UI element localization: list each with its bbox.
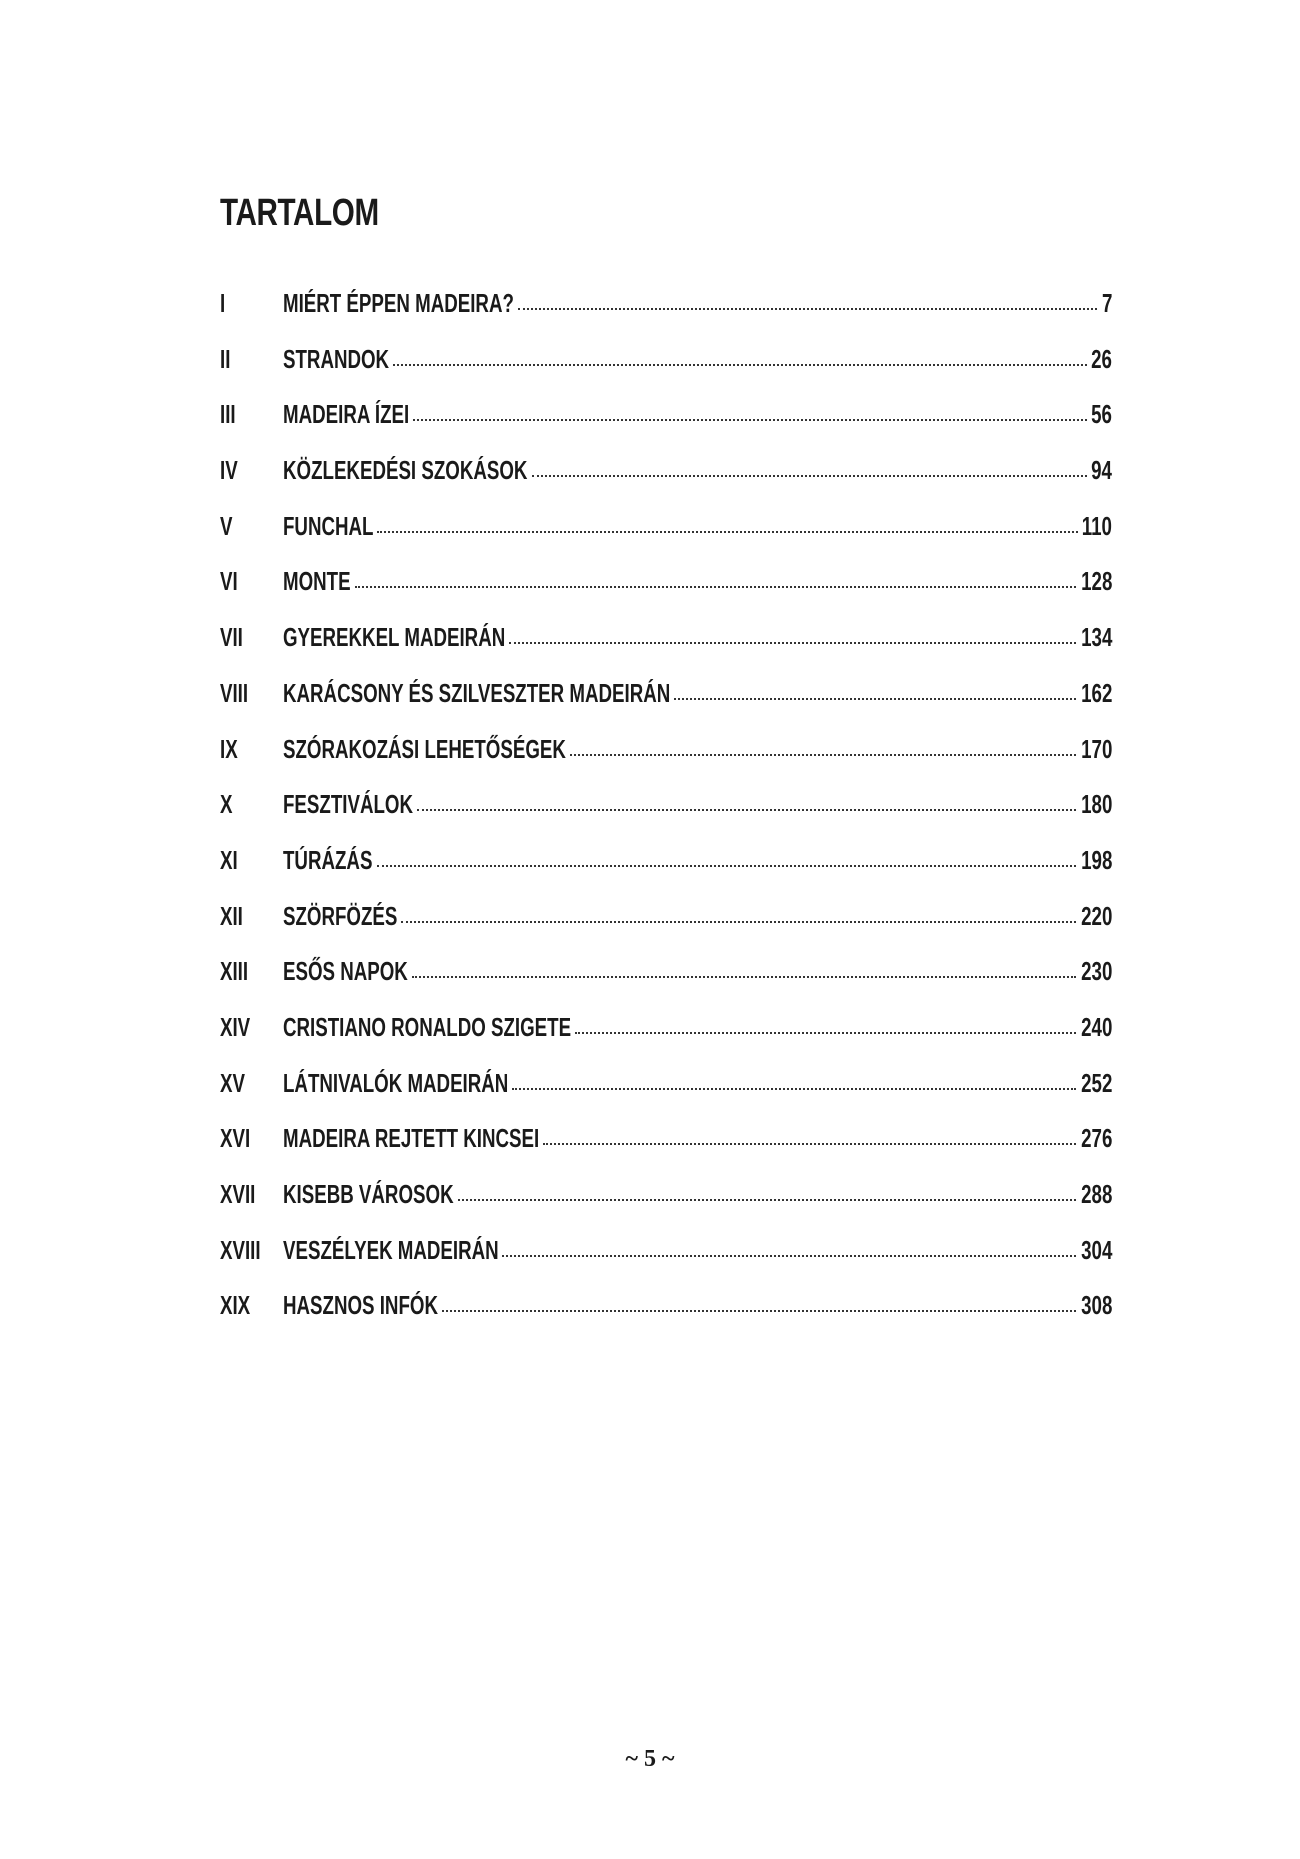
toc-entry-line: [283, 344, 1112, 375]
page-reference: 240: [1080, 1011, 1112, 1042]
toc-entry: [220, 511, 1112, 567]
toc-entry: [220, 956, 1112, 1012]
chapter-number: V: [220, 510, 233, 541]
chapter-title: MONTE: [283, 566, 351, 597]
chapter-number: VIII: [220, 677, 249, 708]
dot-leader: [518, 307, 1098, 310]
toc-entry-line: [283, 566, 1112, 597]
toc-entry-line: [283, 1290, 1112, 1321]
chapter-number: VI: [220, 566, 238, 597]
chapter-title: LÁTNIVALÓK MADEIRÁN: [283, 1067, 509, 1098]
dot-leader: [442, 1309, 1076, 1312]
toc-entry-line: [283, 622, 1112, 653]
toc-entry: [220, 734, 1112, 790]
dot-leader: [543, 1142, 1076, 1145]
toc-entry-line: [283, 678, 1112, 709]
page-reference: 26: [1091, 343, 1112, 374]
toc-entry: [220, 399, 1112, 455]
page-reference: 252: [1080, 1067, 1112, 1098]
page-number: ~ 5 ~: [625, 1746, 675, 1772]
chapter-title: CRISTIANO RONALDO SZIGETE: [283, 1011, 572, 1042]
toc-entry: [220, 344, 1112, 400]
chapter-title: FESZTIVÁLOK: [283, 789, 414, 820]
page-reference: 230: [1080, 956, 1112, 987]
toc-entry: [220, 1290, 1112, 1346]
toc-entry: [220, 1068, 1112, 1124]
toc-entry: [220, 1179, 1112, 1235]
dot-leader: [674, 697, 1076, 700]
chapter-title: MIÉRT ÉPPEN MADEIRA?: [283, 288, 514, 318]
dot-leader: [509, 641, 1076, 644]
dot-leader: [355, 585, 1077, 588]
chapter-title: MADEIRA REJTETT KINCSEI: [283, 1123, 540, 1154]
toc-entry: [220, 288, 1112, 344]
page-reference: 170: [1080, 733, 1112, 764]
chapter-title: MADEIRA ÍZEI: [283, 399, 410, 430]
page-reference: 276: [1080, 1123, 1112, 1154]
dot-leader: [458, 1198, 1077, 1201]
chapter-number: III: [220, 399, 236, 430]
chapter-title: KÖZLEKEDÉSI SZOKÁSOK: [283, 455, 528, 486]
toc-entry-line: [283, 734, 1112, 765]
page-reference: 288: [1080, 1179, 1112, 1209]
page-reference: 134: [1080, 622, 1112, 653]
page-reference: 7: [1101, 288, 1112, 318]
page-title: TARTALOM: [220, 192, 379, 234]
chapter-number: XI: [220, 844, 238, 875]
dot-leader: [417, 808, 1077, 811]
chapter-title: KARÁCSONY ÉS SZILVESZTER MADEIRÁN: [283, 677, 671, 708]
toc-entry: [220, 845, 1112, 901]
dot-leader: [575, 1031, 1076, 1034]
page-reference: 220: [1080, 900, 1112, 931]
page-reference: 308: [1080, 1290, 1112, 1321]
toc-entry-line: [283, 1012, 1112, 1043]
chapter-title: SZÓRAKOZÁSI LEHETŐSÉGEK: [283, 733, 566, 764]
dot-leader: [512, 1087, 1076, 1090]
page-reference: 180: [1080, 789, 1112, 820]
page-reference: 304: [1080, 1234, 1112, 1265]
toc-entry-line: [283, 399, 1112, 430]
chapter-title: ESŐS NAPOK: [283, 956, 408, 987]
dot-leader: [412, 975, 1076, 978]
chapter-number: XIII: [220, 956, 249, 987]
chapter-number: XII: [220, 900, 243, 931]
chapter-number: II: [220, 343, 231, 374]
dot-leader: [401, 920, 1076, 923]
page-reference: 110: [1081, 510, 1112, 541]
chapter-title: TÚRÁZÁS: [283, 844, 373, 875]
toc-entry-line: [283, 789, 1112, 820]
page-reference: 56: [1091, 399, 1112, 430]
toc-entry: [220, 789, 1112, 845]
chapter-number: IV: [220, 455, 238, 486]
chapter-number: IX: [220, 733, 238, 764]
toc-entry-line: [283, 455, 1112, 486]
toc-entry-line: [283, 956, 1112, 987]
dot-leader: [393, 363, 1087, 366]
toc-entry-line: [283, 1123, 1112, 1154]
chapter-number: I: [220, 288, 226, 318]
toc-entry: [220, 1235, 1112, 1291]
chapter-number: XIV: [220, 1011, 251, 1042]
toc-entry-line: [283, 1068, 1112, 1099]
toc-entry: [220, 1012, 1112, 1068]
chapter-number: X: [220, 789, 233, 820]
chapter-number: VII: [220, 622, 243, 653]
page-reference: 162: [1080, 677, 1112, 708]
chapter-title: KISEBB VÁROSOK: [283, 1179, 454, 1209]
toc-entry-line: [283, 901, 1112, 932]
toc-entry: [220, 622, 1112, 678]
chapter-title: VESZÉLYEK MADEIRÁN: [283, 1234, 499, 1265]
toc-entry: [220, 1123, 1112, 1179]
dot-leader: [377, 864, 1077, 867]
toc-entry-line: [283, 845, 1112, 876]
chapter-number: XIX: [220, 1290, 251, 1321]
dot-leader: [377, 530, 1078, 533]
chapter-number: XVII: [220, 1179, 256, 1209]
toc-entry: [220, 901, 1112, 957]
dot-leader: [502, 1254, 1076, 1257]
page-reference: 198: [1080, 844, 1112, 875]
toc-entry: [220, 566, 1112, 622]
dot-leader: [570, 753, 1077, 756]
chapter-number: XVI: [220, 1123, 251, 1154]
table-of-contents: [220, 288, 1112, 1346]
toc-entry-line: [283, 1235, 1112, 1266]
toc-entry-line: [283, 511, 1112, 542]
chapter-title: SZÖRFÖZÉS: [283, 900, 398, 931]
chapter-title: FUNCHAL: [283, 510, 374, 541]
chapter-number: XVIII: [220, 1234, 261, 1265]
chapter-number: XV: [220, 1067, 245, 1098]
page-reference: 94: [1091, 455, 1112, 486]
chapter-title: STRANDOK: [283, 343, 390, 374]
toc-entry-line: [283, 288, 1112, 319]
page-reference: 128: [1080, 566, 1112, 597]
dot-leader: [413, 418, 1087, 421]
chapter-title: GYEREKKEL MADEIRÁN: [283, 622, 506, 653]
dot-leader: [532, 474, 1087, 477]
toc-entry: [220, 678, 1112, 734]
toc-entry: [220, 455, 1112, 511]
chapter-title: HASZNOS INFÓK: [283, 1290, 438, 1321]
toc-entry-line: [283, 1179, 1112, 1210]
